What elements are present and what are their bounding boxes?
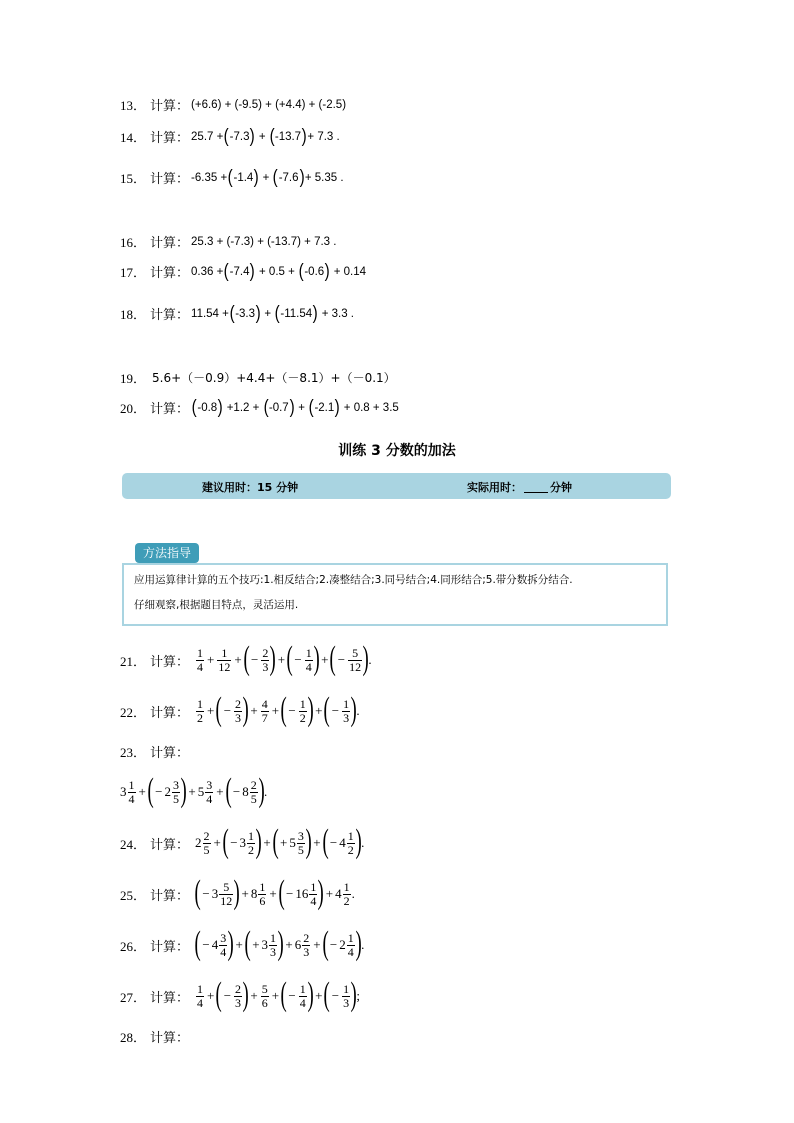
problem-27	[120, 976, 361, 1013]
problem-17	[120, 262, 366, 281]
expr-part: -3.3	[235, 307, 256, 320]
minus-sign: −	[251, 652, 259, 667]
paren-right: )	[350, 691, 357, 728]
problem-number: 26．	[120, 938, 147, 954]
fraction: $\frac{3}{5}$	[297, 828, 304, 857]
fraction: $\frac{3}{5}$	[173, 777, 180, 806]
minus-sign: −	[223, 988, 232, 1003]
expr-part: -2.1	[314, 401, 335, 414]
paren-left: (	[280, 976, 287, 1013]
minus-sign: −	[286, 886, 294, 901]
paren-left: (	[272, 823, 279, 860]
paren-left: (	[223, 126, 230, 147]
plus-sign: +	[315, 703, 323, 718]
expr-part: 11.54 +	[191, 307, 229, 320]
whole-number: 2	[164, 784, 172, 799]
plus-sign: +	[321, 652, 329, 667]
expr-part: + 0.8 + 3.5	[340, 401, 399, 414]
paren-right: )	[350, 976, 357, 1013]
whole-number: 8	[250, 886, 258, 901]
method-box	[122, 563, 668, 626]
plus-sign: +	[313, 937, 321, 952]
problem-expression	[191, 304, 354, 323]
whole-number: 2	[339, 937, 346, 952]
expr-part: 0.36 +	[191, 265, 224, 278]
paren-left: (	[269, 126, 275, 147]
fraction: $\frac{1}{3}$	[343, 696, 350, 725]
paren-left: (	[274, 303, 280, 324]
whole-number: 8	[242, 784, 249, 799]
paren-right: )	[317, 874, 325, 911]
actual-time-label: 实际用时：	[467, 481, 522, 494]
period: .	[356, 703, 360, 718]
problem-number: 19．	[120, 371, 147, 386]
problem-24	[120, 823, 365, 860]
paren-left: (	[194, 874, 201, 911]
plus-sign: +	[216, 784, 224, 799]
problem-number: 15．	[120, 171, 147, 186]
paren-left: (	[278, 874, 285, 911]
fraction: $\frac{1}{2}$	[347, 828, 354, 857]
period: .	[264, 784, 268, 799]
paren-right: )	[299, 167, 305, 188]
problem-label: 计算：	[150, 746, 190, 761]
minus-sign: −	[288, 988, 296, 1003]
paren-left: (	[191, 397, 197, 418]
paren-left: (	[229, 303, 235, 324]
expr-part: -13.7	[274, 130, 302, 143]
problem-13	[120, 95, 346, 114]
problem-expression	[120, 772, 268, 809]
whole-number: 5	[197, 784, 205, 799]
fraction: $\frac{1}{3}$	[270, 930, 277, 959]
problem-expression	[191, 127, 340, 146]
fraction: $\frac{2}{5}$	[203, 828, 210, 857]
paren-right: )	[180, 772, 187, 809]
expr-part: + 7.3 .	[307, 130, 340, 143]
actual-time	[467, 479, 572, 495]
plus-sign: +	[188, 784, 196, 799]
expr-part: + 0.5 +	[255, 265, 299, 278]
problem-number: 27．	[120, 989, 147, 1005]
expr-part: -7.3	[229, 130, 250, 143]
paren-right: )	[258, 772, 265, 809]
problem-label: 计算：	[150, 939, 190, 955]
paren-left: (	[280, 691, 287, 728]
minus-sign: −	[230, 835, 238, 850]
paren-right: )	[355, 925, 362, 962]
fraction: $\frac{2}{3}$	[262, 645, 269, 674]
paren-left: (	[322, 925, 329, 962]
paren-right: )	[334, 397, 340, 418]
problem-26	[120, 925, 365, 962]
paren-right: )	[250, 126, 256, 147]
minus-sign: −	[331, 988, 340, 1003]
minus-sign: −	[288, 703, 296, 718]
problem-14	[120, 127, 340, 146]
paren-left: (	[147, 772, 154, 809]
problem-expression	[194, 874, 355, 911]
time-bar	[122, 473, 671, 499]
problem-21	[120, 640, 372, 677]
problem-expression	[195, 823, 365, 860]
fraction: $\frac{4}{7}$	[261, 696, 268, 725]
problem-expression	[195, 976, 361, 1013]
plus-sign: +	[213, 835, 221, 850]
problem-label: 计算：	[150, 131, 190, 146]
problem-number: 24．	[120, 836, 147, 852]
problem-expression	[194, 925, 365, 962]
minus-sign: −	[337, 652, 346, 667]
method-tag: 方法指导	[135, 543, 199, 563]
problem-label: 计算：	[150, 837, 190, 853]
fraction: $\frac{1}{4}$	[305, 645, 312, 674]
plus-sign: +	[234, 652, 242, 667]
problem-expression	[191, 262, 366, 281]
fraction: $\frac{1}{4}$	[347, 930, 354, 959]
expr-part: -11.54	[280, 307, 313, 320]
paren-left: (	[323, 976, 331, 1013]
whole-number: 4	[211, 937, 219, 952]
paren-right: )	[313, 640, 320, 677]
expr-part: -1.4	[233, 171, 254, 184]
plus-sign: +	[258, 130, 266, 143]
paren-left: (	[227, 167, 233, 188]
paren-left: (	[322, 823, 329, 860]
fraction: $\frac{1}{4}$	[197, 981, 204, 1010]
actual-time-unit: 分钟	[550, 481, 572, 494]
plus-sign: +	[235, 937, 243, 952]
plus-sign: +	[207, 652, 215, 667]
problem-expression	[195, 691, 360, 728]
problem-label: 计算：	[150, 888, 190, 904]
minus-sign: −	[329, 937, 338, 952]
problem-label: 计算：	[150, 99, 190, 114]
problem-28	[120, 1027, 189, 1046]
problem-label: 计算：	[150, 990, 190, 1006]
problem-18	[120, 304, 354, 323]
problem-number: 28．	[120, 1030, 147, 1045]
paren-left: (	[194, 925, 201, 962]
expr-part: 25.7 +	[191, 130, 224, 143]
paren-right: )	[312, 303, 318, 324]
problem-expression: 25.3 + (-7.3) + (-13.7) + 7.3 .	[191, 235, 337, 248]
whole-number: 3	[239, 835, 247, 850]
fraction: $\frac{3}{4}$	[206, 777, 213, 806]
fraction: $\frac{1}{4}$	[197, 645, 204, 674]
problem-label: 计算：	[150, 172, 190, 187]
fraction: $\frac{3}{4}$	[220, 930, 227, 959]
minus-sign: −	[232, 784, 241, 799]
whole-number: 2	[195, 835, 202, 850]
plus-sign: +	[207, 988, 215, 1003]
problem-label: 计算：	[150, 266, 190, 281]
paren-left: (	[225, 772, 232, 809]
fraction: $\frac{1}{6}$	[259, 879, 266, 908]
problem-label: 计算：	[150, 236, 190, 251]
method-line-1: 应用运算律计算的五个技巧:1.相反结合;2.凑整结合;3.同号结合;4.同形结合;5.带分数拆分结合.	[134, 574, 573, 586]
expr-part: -7.6	[278, 171, 299, 184]
paren-left: (	[223, 261, 230, 282]
paren-left: (	[298, 261, 304, 282]
paren-right: )	[362, 640, 369, 677]
section-title: 训练 3 分数的加法	[338, 443, 456, 459]
problem-number: 25．	[120, 887, 147, 903]
fraction: $\frac{5}{12}$	[220, 879, 233, 908]
problem-expression: (+6.6) + (-9.5) + (+4.4) + (-2.5)	[191, 98, 347, 111]
paren-right: )	[227, 925, 234, 962]
fraction: $\frac{2}{3}$	[235, 696, 242, 725]
problem-number: 18．	[120, 307, 147, 322]
paren-left: (	[215, 691, 223, 728]
minus-sign: −	[202, 937, 210, 952]
problem-number: 16．	[120, 235, 147, 250]
paren-right: )	[255, 823, 262, 860]
plus-sign: +	[252, 937, 260, 952]
fraction: $\frac{5}{12}$	[349, 645, 362, 674]
paren-right: )	[301, 126, 307, 147]
problem-number: 22．	[120, 704, 147, 720]
fraction: $\frac{1}{2}$	[197, 696, 204, 725]
problem-25	[120, 874, 355, 911]
plus-sign: +	[250, 988, 258, 1003]
fraction: $\frac{1}{12}$	[218, 645, 231, 674]
problem-expression	[191, 168, 344, 187]
whole-number: 3	[211, 886, 219, 901]
paren-right: )	[217, 397, 223, 418]
paren-left: (	[244, 925, 251, 962]
paren-right: )	[253, 167, 260, 188]
problem-label: 计算：	[150, 402, 190, 417]
minus-sign: −	[294, 652, 302, 667]
plus-sign: +	[285, 937, 293, 952]
paren-right: )	[355, 823, 362, 860]
expr-part: -7.4	[229, 265, 250, 278]
paren-right: )	[250, 261, 256, 282]
problem-label: 计算：	[150, 308, 190, 323]
whole-number: 16	[295, 886, 309, 901]
expr-part: -0.7	[268, 401, 289, 414]
problem-16	[120, 232, 336, 251]
expr-part: -0.8	[197, 401, 218, 414]
problem-expression	[195, 640, 372, 677]
paren-left: (	[329, 640, 337, 677]
plus-sign: +	[269, 886, 277, 901]
fraction: $\frac{2}{3}$	[303, 930, 310, 959]
paren-right: )	[269, 640, 277, 677]
expr-part: + 3.3 .	[318, 307, 354, 320]
expr-part: + 0.14	[330, 265, 366, 278]
minus-sign: −	[329, 835, 338, 850]
minus-sign: −	[223, 703, 232, 718]
problem-number: 17．	[120, 265, 147, 280]
problem-19	[120, 368, 396, 387]
minus-sign: −	[155, 784, 163, 799]
suggested-time: 建议用时：15 分钟	[202, 481, 299, 494]
fraction: $\frac{1}{4}$	[128, 777, 135, 806]
paren-left: (	[215, 976, 223, 1013]
fraction: $\frac{2}{3}$	[235, 981, 242, 1010]
problem-number: 21．	[120, 653, 147, 669]
paren-left: (	[243, 640, 250, 677]
expr-part: -6.35 +	[191, 171, 228, 184]
paren-right: )	[242, 691, 249, 728]
paren-right: )	[242, 976, 249, 1013]
plus-sign: +	[325, 886, 334, 901]
plus-sign: +	[264, 307, 272, 320]
paren-right: )	[255, 303, 261, 324]
fraction: $\frac{2}{5}$	[250, 777, 257, 806]
paren-left: (	[286, 640, 293, 677]
paren-left: (	[272, 167, 279, 188]
plus-sign: +	[250, 703, 258, 718]
problem-expression: 5.6+（－0.9）+4.4+（－8.1）+（－0.1）	[152, 371, 396, 385]
problem-number: 23．	[120, 745, 147, 760]
fraction: $\frac{1}{4}$	[310, 879, 317, 908]
paren-right: )	[324, 261, 330, 282]
plus-sign: +	[280, 835, 288, 850]
fraction: $\frac{1}{2}$	[248, 828, 255, 857]
paren-right: )	[233, 874, 240, 911]
plus-sign: +	[313, 835, 321, 850]
problem-expression	[191, 398, 399, 417]
period: .	[351, 886, 355, 901]
paren-left: (	[308, 397, 314, 418]
paren-right: )	[307, 691, 314, 728]
whole-number: 5	[289, 835, 296, 850]
problem-label: 计算：	[150, 654, 190, 670]
expr-part: +1.2 +	[223, 401, 263, 414]
plus-sign: +	[138, 784, 146, 799]
problem-number: 14．	[120, 130, 147, 145]
problem-label: 计算：	[150, 1031, 190, 1046]
paren-left: (	[263, 397, 269, 418]
plus-sign: +	[315, 988, 323, 1003]
paren-left: (	[222, 823, 229, 860]
problem-23	[120, 742, 189, 761]
plus-sign: +	[271, 988, 280, 1003]
plus-sign: +	[271, 703, 280, 718]
problem-22	[120, 691, 360, 728]
period: .	[368, 652, 372, 667]
expr-part: -0.6	[304, 265, 325, 278]
plus-sign: +	[207, 703, 215, 718]
fraction: $\frac{1}{4}$	[299, 981, 306, 1010]
fraction: $\frac{1}{2}$	[343, 879, 350, 908]
plus-sign: +	[241, 886, 249, 901]
fraction: $\frac{1}{2}$	[299, 696, 306, 725]
paren-right: )	[305, 823, 312, 860]
problem-number: 20．	[120, 401, 147, 416]
whole-number: 3	[261, 937, 269, 952]
plus-sign: +	[263, 835, 271, 850]
method-line-2: 仔细观察,根据题目特点，灵活运用.	[134, 599, 299, 611]
expr-part: +	[295, 401, 309, 414]
period: .	[361, 937, 365, 952]
whole-number: 3	[120, 784, 127, 799]
problem-20	[120, 398, 399, 417]
problem-number: 13．	[120, 98, 147, 113]
minus-sign: −	[331, 703, 340, 718]
expr-part: + 5.35 .	[304, 171, 344, 184]
problem-15	[120, 168, 344, 187]
minus-sign: −	[202, 886, 210, 901]
whole-number: 4	[339, 835, 346, 850]
whole-number: 6	[294, 937, 302, 952]
whole-number: 4	[335, 886, 342, 901]
semicolon: ;	[356, 988, 361, 1003]
problem-23-expression	[120, 772, 268, 809]
problem-label: 计算：	[150, 705, 190, 721]
paren-right: )	[277, 925, 284, 962]
plus-sign: +	[277, 652, 286, 667]
actual-time-blank	[524, 492, 548, 493]
fraction: $\frac{1}{3}$	[343, 981, 350, 1010]
period: .	[361, 835, 365, 850]
paren-left: (	[323, 691, 331, 728]
paren-right: )	[289, 397, 295, 418]
paren-right: )	[307, 976, 314, 1013]
plus-sign: +	[262, 171, 270, 184]
fraction: $\frac{5}{6}$	[261, 981, 268, 1010]
